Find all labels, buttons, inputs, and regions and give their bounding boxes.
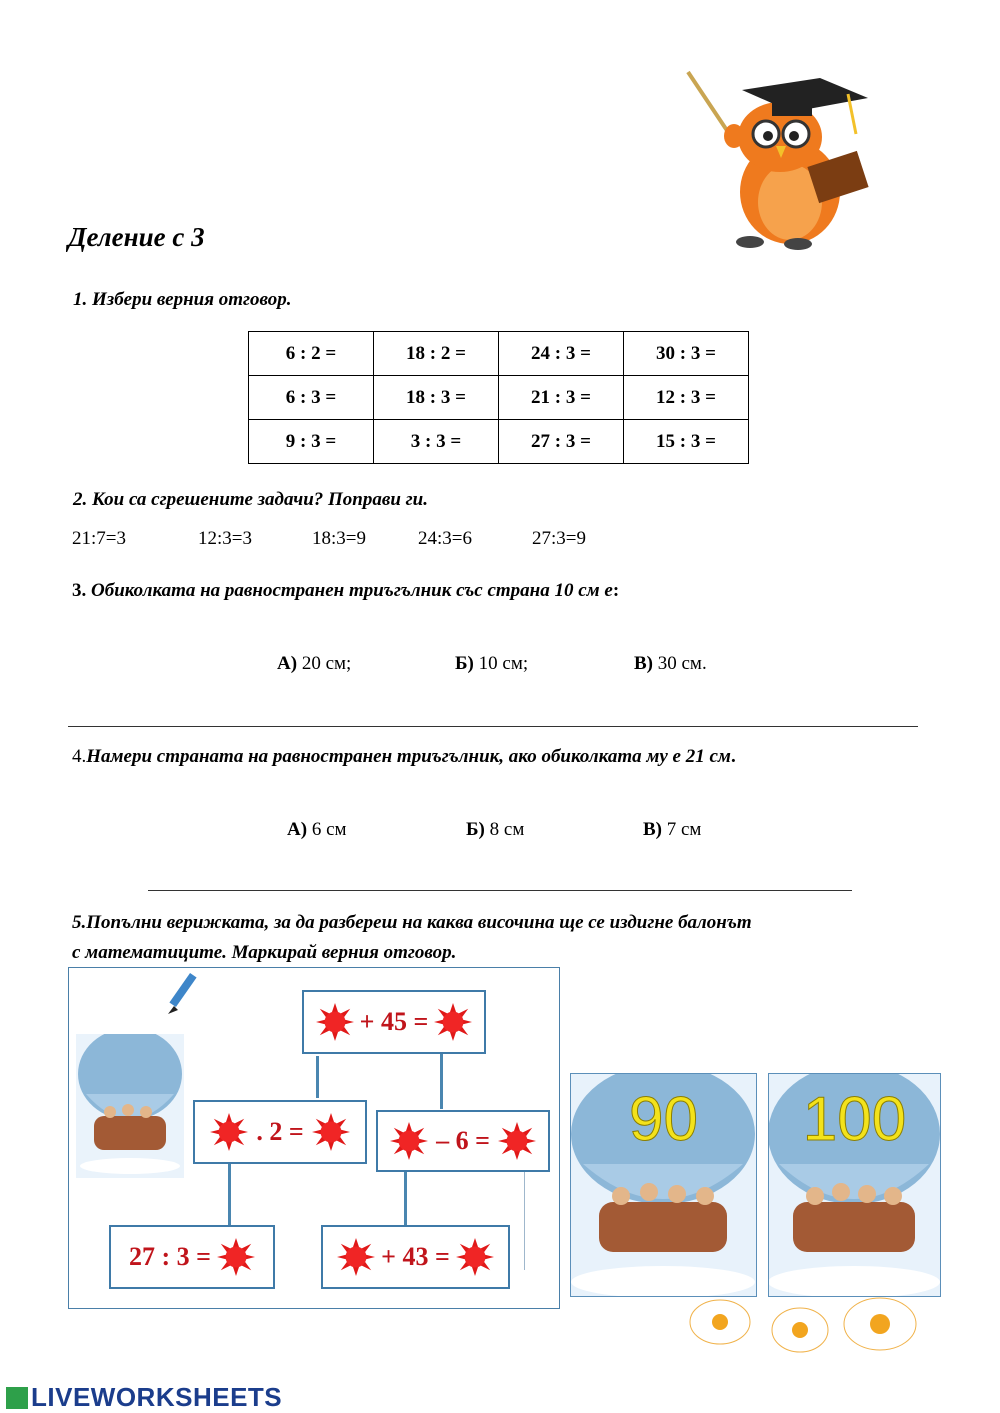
arrow-down [404,1170,407,1225]
answer-sun-icon[interactable] [456,1238,494,1276]
chain-box-add43 [321,1225,510,1289]
answer-sun-icon[interactable] [312,1113,350,1151]
chain-op-mult: . 2 = [256,1117,304,1146]
q3-heading [72,580,619,602]
q2-item[interactable]: 18:3=9 [312,528,366,549]
q3-number: 3. [72,580,87,601]
q2-item[interactable]: 12:3=3 [198,528,252,549]
table-cell[interactable]: 12 : 3 = [624,376,749,420]
table-cell[interactable]: 9 : 3 = [249,420,374,464]
q4-option-c[interactable]: В) 7 см [643,819,702,840]
q1-heading: 1. Избери верния отговор. [73,289,292,310]
q5-heading-line2: с математиците. Маркирай верния отговор. [72,942,457,963]
table-cell[interactable]: 21 : 3 = [499,376,624,420]
q3-colon: : [612,580,620,601]
chain-box-start [109,1225,275,1289]
answer-value: 90 [629,1085,698,1154]
answer-line [68,726,918,727]
liveworksheets-logo: LIVEWORKSHEETS [6,1382,282,1413]
chain-op-start: 27 : 3 = [129,1242,211,1271]
q3-option-c[interactable]: В) 30 см. [634,653,707,674]
answer-line [148,890,852,891]
answer-card-100[interactable] [768,1073,941,1297]
table-cell[interactable]: 3 : 3 = [374,420,499,464]
division-table [248,331,749,464]
arrow-down [440,1052,443,1109]
page-title: Деление с 3 [68,222,205,252]
table-cell[interactable]: 18 : 2 = [374,332,499,376]
table-row [249,420,749,464]
answer-card-90[interactable] [570,1073,757,1297]
answer-sun-icon[interactable] [217,1238,255,1276]
answer-sun-icon[interactable] [210,1113,248,1151]
answer-sun-icon[interactable] [498,1122,536,1160]
chain-box-add45 [302,990,486,1054]
q2-item[interactable]: 27:3=9 [532,528,586,549]
q3-text: Обиколката на равностранен триъгълник със страна 10 см е [91,580,613,601]
chain-op-add45: + 45 = [359,1007,429,1036]
answer-sun-icon[interactable] [390,1122,428,1160]
balloon-illustration [76,1034,184,1178]
q4-number: 4. [72,746,87,767]
q2-heading: 2. Кои са сгрешените задачи? Поправи ги. [73,489,428,510]
q4-option-b[interactable]: Б) 8 см [466,819,525,840]
chain-box-sub6 [376,1110,550,1172]
table-cell[interactable]: 30 : 3 = [624,332,749,376]
answer-sun-icon[interactable] [434,1003,472,1041]
q4-heading [72,746,736,768]
table-cell[interactable]: 6 : 3 = [249,376,374,420]
table-cell[interactable]: 24 : 3 = [499,332,624,376]
q5-heading-line1: 5.Попълни верижката, за да разбереш на каква височина ще се издигне балонът [72,912,752,933]
q2-item[interactable]: 24:3=6 [418,528,472,549]
table-row [249,332,749,376]
owl-teacher-illustration [680,62,875,252]
q4-option-a[interactable]: А) 6 см [287,819,347,840]
answer-sun-icon[interactable] [316,1003,354,1041]
connector-line [524,1170,525,1270]
daisy-flowers-icon [680,1290,950,1370]
table-cell[interactable]: 18 : 3 = [374,376,499,420]
q3-option-b[interactable]: Б) 10 см; [455,653,529,674]
chain-op-add43: + 43 = [381,1242,450,1271]
table-row [249,376,749,420]
pen-icon[interactable] [166,972,200,1018]
q4-dot: . [730,746,736,767]
arrow-up [228,1163,231,1225]
table-cell[interactable]: 27 : 3 = [499,420,624,464]
chain-op-sub6: – 6 = [436,1126,490,1155]
q2-item[interactable]: 21:7=3 [72,528,126,549]
answer-sun-icon[interactable] [337,1238,375,1276]
table-cell[interactable]: 15 : 3 = [624,420,749,464]
chain-box-mult [193,1100,367,1164]
answer-value: 100 [802,1085,907,1154]
table-cell[interactable]: 6 : 2 = [249,332,374,376]
q4-text: Намери страната на равностранен триъгълник, ако обиколката му е 21 см [86,746,731,767]
q3-option-a[interactable]: А) 20 см; [277,653,352,674]
arrow-up [316,1056,319,1098]
